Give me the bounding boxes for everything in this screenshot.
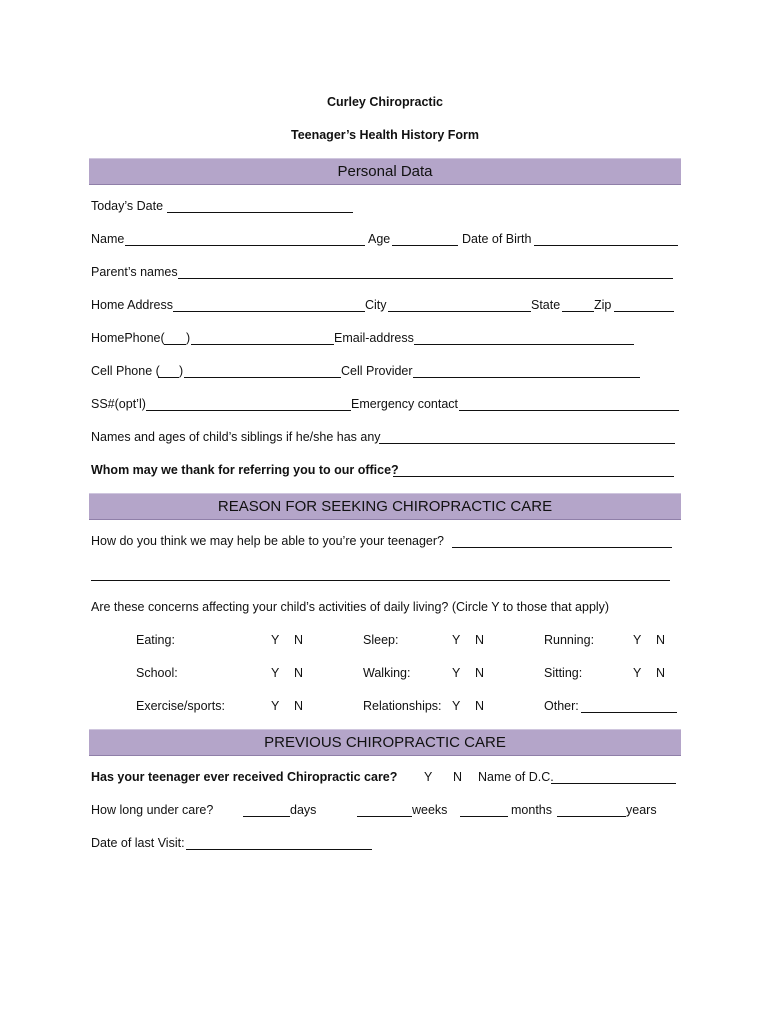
sitting-no-option[interactable]: N bbox=[656, 666, 666, 680]
home-phone-area-field[interactable] bbox=[164, 344, 186, 345]
city-field[interactable] bbox=[388, 311, 531, 312]
walking-yes-option[interactable]: Y bbox=[452, 666, 461, 680]
activity-sleep-label: Sleep: bbox=[363, 633, 399, 647]
days-label: days bbox=[290, 803, 317, 817]
sleep-yes-option[interactable]: Y bbox=[452, 633, 461, 647]
zip-label: Zip bbox=[594, 298, 612, 312]
cell-provider-field[interactable] bbox=[413, 377, 640, 378]
parents-field[interactable] bbox=[178, 278, 673, 279]
form-title: Teenager’s Health History Form bbox=[290, 128, 479, 142]
activity-other-label: Other: bbox=[544, 699, 579, 713]
state-field[interactable] bbox=[562, 311, 594, 312]
age-label: Age bbox=[368, 232, 391, 246]
months-label: months bbox=[511, 803, 552, 817]
personal-data-heading: Personal Data bbox=[337, 163, 433, 180]
eating-yes-option[interactable]: Y bbox=[271, 633, 280, 647]
last-visit-label: Date of last Visit: bbox=[91, 836, 185, 850]
received-care-label: Has your teenager ever received Chiropractic care? bbox=[91, 770, 398, 784]
cell-provider-label: Cell Provider bbox=[341, 364, 413, 378]
todays-date-label: Today’s Date bbox=[91, 199, 164, 213]
home-address-field[interactable] bbox=[173, 311, 365, 312]
weeks-label: weeks bbox=[412, 803, 448, 817]
activity-running-label: Running: bbox=[544, 633, 595, 647]
home-address-label: Home Address bbox=[91, 298, 173, 312]
previous-care-heading: PREVIOUS CHIROPRACTIC CARE bbox=[264, 734, 506, 751]
activity-relationships-label: Relationships: bbox=[363, 699, 442, 713]
activity-sitting-label: Sitting: bbox=[544, 666, 583, 680]
ss-field[interactable] bbox=[146, 410, 351, 411]
name-label: Name bbox=[91, 232, 125, 246]
city-label: City bbox=[365, 298, 387, 312]
running-no-option[interactable]: N bbox=[656, 633, 666, 647]
help-question-label: How do you think we may help be able to you’re your teenager? bbox=[91, 534, 444, 548]
cell-phone-field[interactable] bbox=[184, 377, 341, 378]
relationships-yes-option[interactable]: Y bbox=[452, 699, 461, 713]
siblings-label: Names and ages of child’s siblings if he/she has any bbox=[91, 430, 381, 444]
help-question-field[interactable] bbox=[452, 547, 672, 548]
activity-walking-label: Walking: bbox=[363, 666, 411, 680]
siblings-field[interactable] bbox=[379, 443, 675, 444]
name-dc-field[interactable] bbox=[551, 783, 676, 784]
help-question-field-line2[interactable] bbox=[91, 580, 670, 581]
walking-no-option[interactable]: N bbox=[475, 666, 485, 680]
email-label: Email-address bbox=[334, 331, 414, 345]
todays-date-field[interactable] bbox=[167, 212, 353, 213]
cell-phone-label: Cell Phone ( bbox=[91, 364, 160, 378]
previous-care-header bbox=[89, 729, 681, 756]
home-phone-field[interactable] bbox=[191, 344, 334, 345]
sleep-no-option[interactable]: N bbox=[475, 633, 485, 647]
exercise-no-option[interactable]: N bbox=[294, 699, 304, 713]
emergency-label: Emergency contact bbox=[351, 397, 458, 411]
eating-no-option[interactable]: N bbox=[294, 633, 304, 647]
dob-label: Date of Birth bbox=[462, 232, 532, 246]
ss-label: SS#(opt’l) bbox=[91, 397, 146, 411]
cell-phone-area-field[interactable] bbox=[158, 377, 179, 378]
age-field[interactable] bbox=[392, 245, 458, 246]
concerns-label: Are these concerns affecting your child’s activities of daily living? (Circle Y to those that apply) bbox=[91, 600, 610, 614]
last-visit-field[interactable] bbox=[186, 849, 372, 850]
clinic-name: Curley Chiropractic bbox=[326, 95, 443, 109]
relationships-no-option[interactable]: N bbox=[475, 699, 485, 713]
state-label: State bbox=[531, 298, 561, 312]
cell-phone-paren: ) bbox=[179, 364, 184, 378]
emergency-field[interactable] bbox=[459, 410, 679, 411]
years-label: years bbox=[626, 803, 657, 817]
referral-label: Whom may we thank for referring you to our office? bbox=[91, 463, 399, 477]
other-field[interactable] bbox=[581, 712, 677, 713]
how-long-label: How long under care? bbox=[91, 803, 214, 817]
exercise-yes-option[interactable]: Y bbox=[271, 699, 280, 713]
email-field[interactable] bbox=[414, 344, 634, 345]
school-no-option[interactable]: N bbox=[294, 666, 304, 680]
dob-field[interactable] bbox=[534, 245, 678, 246]
running-yes-option[interactable]: Y bbox=[633, 633, 642, 647]
activity-exercise-label: Exercise/sports: bbox=[136, 699, 225, 713]
personal-data-header bbox=[89, 158, 681, 185]
referral-field[interactable] bbox=[393, 476, 674, 477]
name-dc-label: Name of D.C. bbox=[478, 770, 554, 784]
activity-school-label: School: bbox=[136, 666, 178, 680]
zip-field[interactable] bbox=[614, 311, 674, 312]
months-field[interactable] bbox=[460, 816, 508, 817]
received-yes-option[interactable]: Y bbox=[424, 770, 433, 784]
reason-heading: REASON FOR SEEKING CHIROPRACTIC CARE bbox=[217, 498, 553, 515]
received-no-option[interactable]: N bbox=[453, 770, 463, 784]
reason-header bbox=[89, 493, 681, 520]
weeks-field[interactable] bbox=[357, 816, 412, 817]
school-yes-option[interactable]: Y bbox=[271, 666, 280, 680]
home-phone-paren: ) bbox=[186, 331, 191, 345]
name-field[interactable] bbox=[125, 245, 365, 246]
home-phone-label: HomePhone( bbox=[91, 331, 165, 345]
days-field[interactable] bbox=[243, 816, 290, 817]
parents-label: Parent’s names bbox=[91, 265, 178, 279]
activity-eating-label: Eating: bbox=[136, 633, 175, 647]
years-field[interactable] bbox=[557, 816, 626, 817]
sitting-yes-option[interactable]: Y bbox=[633, 666, 642, 680]
